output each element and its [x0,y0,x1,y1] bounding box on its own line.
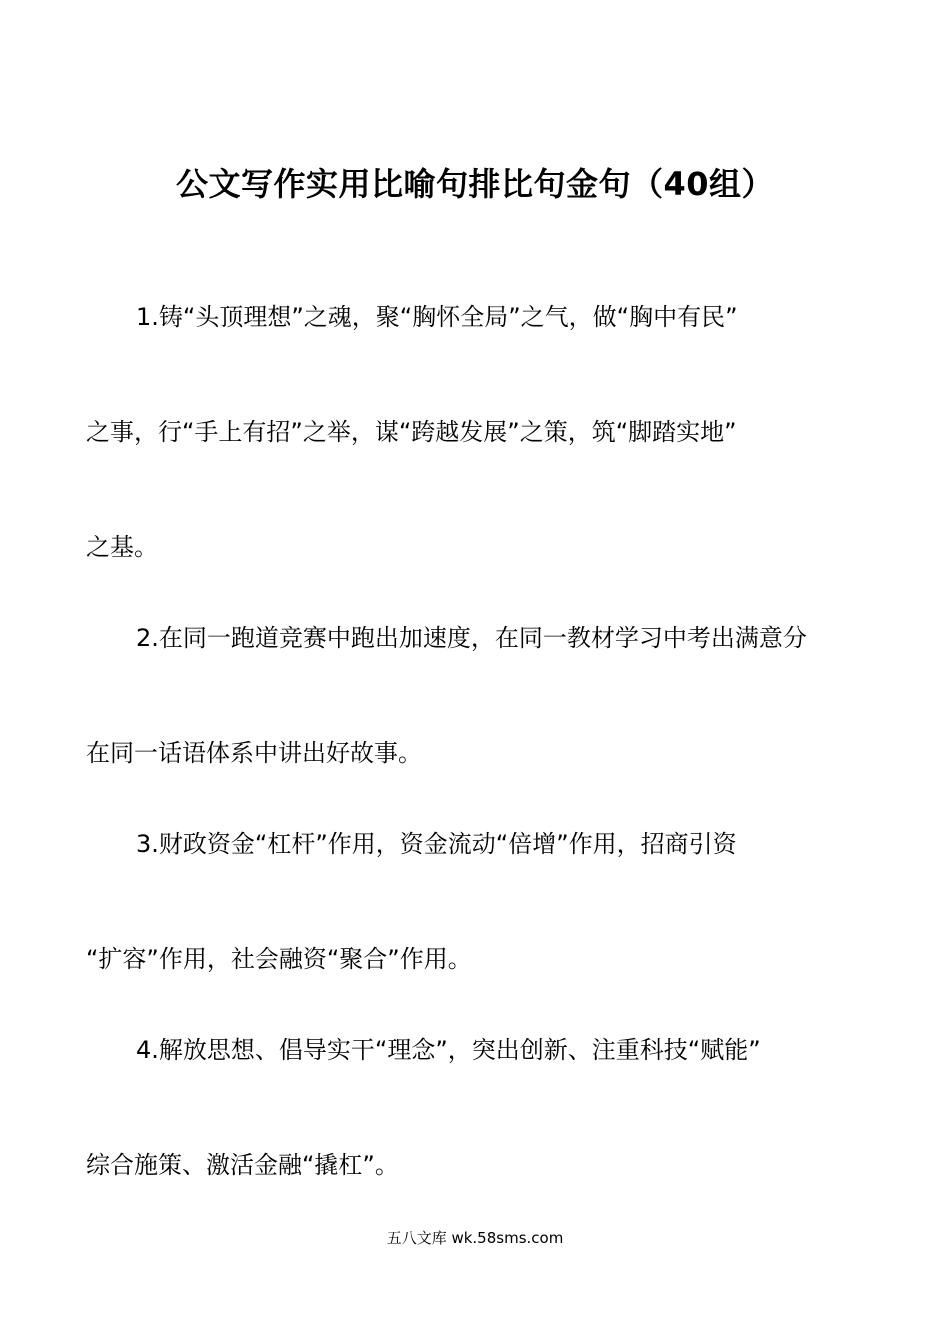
paragraph-1-line-3: 之基。 [86,533,158,561]
paragraph-1-line-2: 之事，行“手上有招”之举，谋“跨越发展”之策，筑“脚踏实地” [86,418,737,446]
paragraph-2-line-1: 2.在同一跑道竞赛中跑出加速度，在同一教材学习中考出满意分 [136,624,807,652]
paragraph-4-line-1: 4.解放思想、倡导实干“理念”，突出创新、注重科技“赋能” [136,1036,761,1064]
paragraph-2-line-2: 在同一话语体系中讲出好故事。 [86,739,422,767]
paragraph-3-line-2: “扩容”作用，社会融资“聚合”作用。 [86,945,472,973]
document-title: 公文写作实用比喻句排比句金句（40组） [175,165,775,203]
footer-watermark: 五八文库 wk.58sms.com [386,1229,564,1247]
paragraph-1-line-1: 1.铸“头顶理想”之魂，聚“胸怀全局”之气，做“胸中有民” [136,303,738,331]
paragraph-4-line-2: 综合施策、激活金融“撬杠”。 [86,1151,399,1179]
paragraph-3-line-1: 3.财政资金“杠杆”作用，资金流动“倍增”作用，招商引资 [136,830,737,858]
